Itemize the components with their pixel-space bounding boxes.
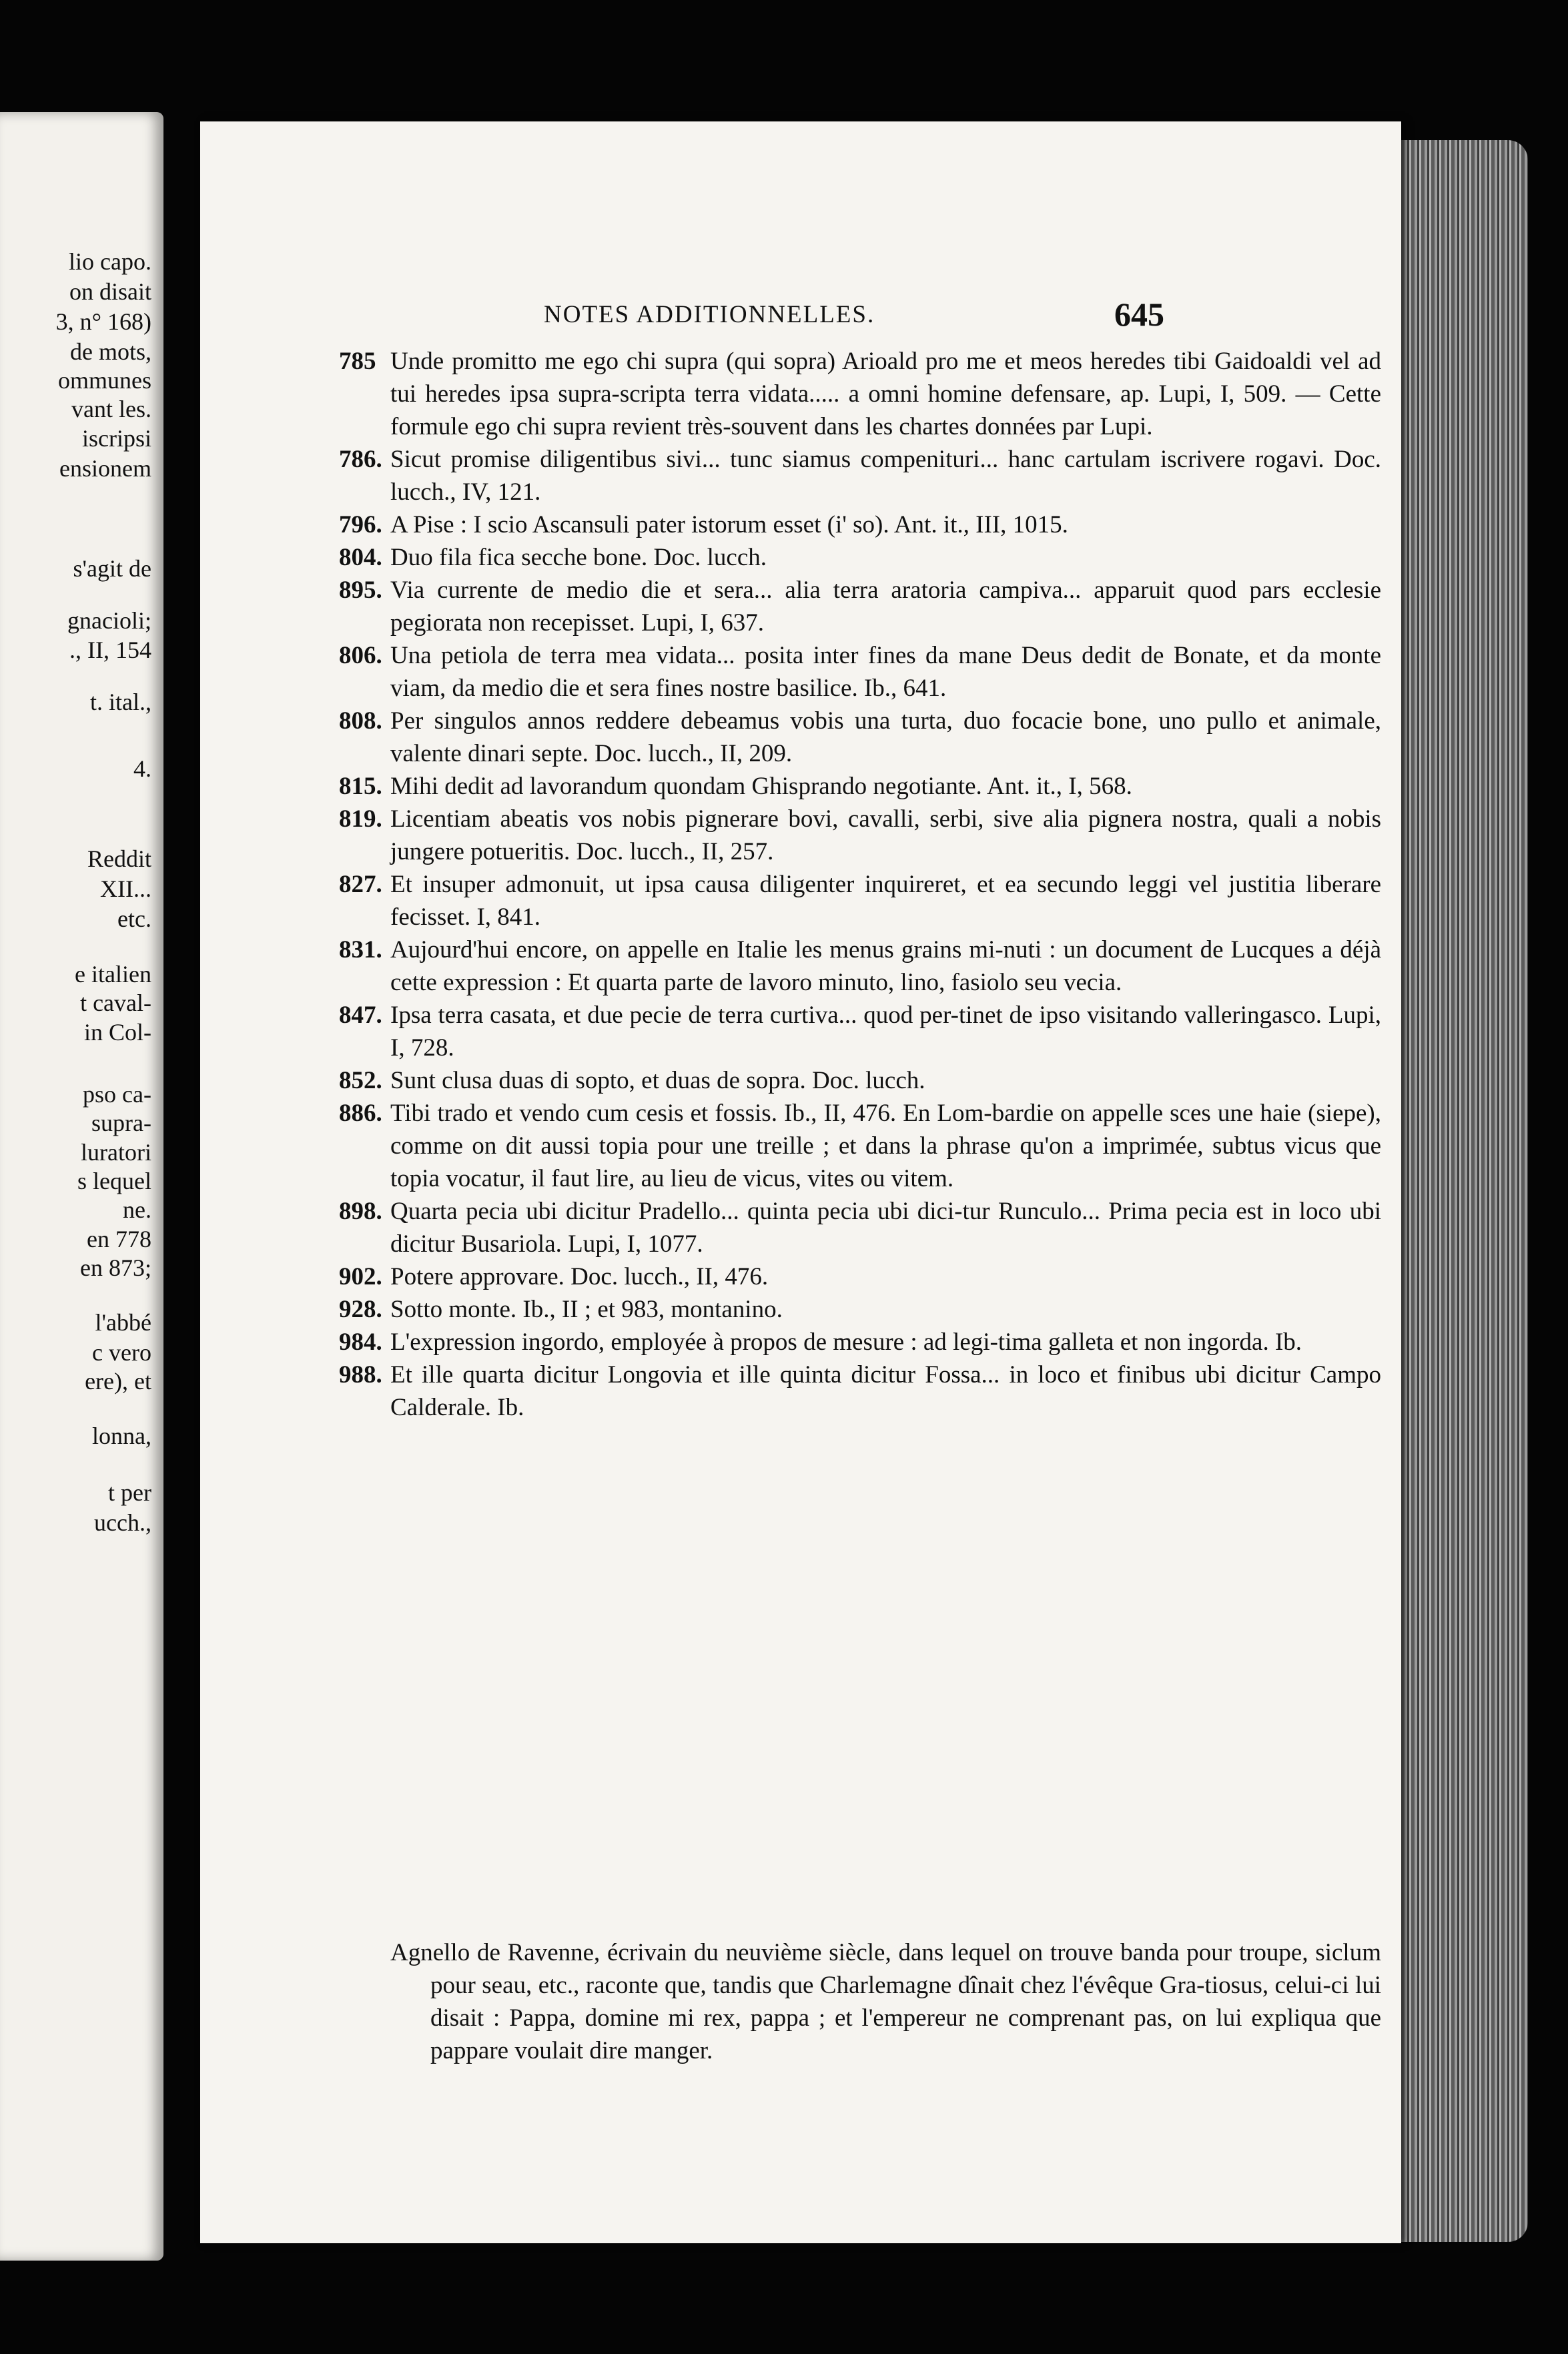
note-number: 852. [339,1067,382,1094]
left-page-fragment: t. ital., [90,689,151,715]
note-number: 847. [339,1002,382,1029]
note-text: Tibi trado et vendo cum cesis et fossis. Ib., II, 476. En Lom-bardie on appelle sces une haie (siepe), comme on dit aussi topia pour une treille ; et dans la phrase qu'on a imprimée, subtus vicus que topia vocatur, il faut lire, au lieu de vicus, vites ou vitem. [390,1100,1381,1192]
note-number: 786. [339,446,382,473]
left-page-fragment: l'abbé [95,1309,151,1336]
left-page-fragment: c vero [92,1339,151,1366]
left-page-fragment: t caval- [80,990,151,1016]
note-text: A Pise : I scio Ascansuli pater istorum esset (i' so). Ant. it., III, 1015. [390,511,1068,538]
note-entry [340,1293,1381,1326]
left-page-fragment: ucch., [94,1509,151,1536]
note-text: Ipsa terra casata, et due pecie de terra curtiva... quod per-tinet de ipso visitando valleringasco. Lupi, I, 728. [390,1002,1381,1062]
note-entry [340,1260,1381,1293]
note-number: 785 [339,348,376,375]
left-page-fragment: supra- [91,1110,151,1136]
left-page-fragment: vant les. [71,396,151,422]
note-text: Via currente de medio die et sera... alia terra aratoria campiva... apparuit quod pars ecclesie pegiorata non recepisset. Lupi, I, 637. [390,576,1381,637]
note-entry [340,1195,1381,1260]
note-text: Aujourd'hui encore, on appelle en Italie les menus grains mi-nuti : un document de Lucques a déjà cette expression : Et quarta parte de lavoro minuto, lino, fasiolo seu vecia. [390,936,1381,996]
note-number: 819. [339,805,382,833]
note-number: 898. [339,1198,382,1225]
note-text: Sunt clusa duas di sopto, et duas de sopra. Doc. lucch. [390,1067,925,1094]
note-number: 928. [339,1296,382,1323]
note-entry [340,803,1381,868]
note-number: 895. [339,576,382,604]
note-text: Et insuper admonuit, ut ipsa causa diligenter inquireret, et ea secundo leggi vel justitia liberare fecisset. I, 841. [390,871,1381,931]
left-page-fragment: etc. [117,905,151,932]
note-number: 988. [339,1361,382,1389]
page-number: 645 [1114,296,1164,333]
left-page-fragment: lonna, [92,1423,151,1449]
note-text: Unde promitto me ego chi supra (qui sopra) Arioald pro me et meos heredes tibi Gaidoaldi vel ad tui heredes ipsa supra-scripta terra vidata..... a omni homine defensare, ap. Lupi, I, 509. — Cette formule ego chi supra revient très-souvent dans les chartes données par Lupi. [390,348,1381,440]
page-edges [1391,140,1528,2242]
note-entry [340,1097,1381,1195]
left-page-fragment: ommunes [58,367,151,394]
left-page-fragment: in Col- [83,1019,151,1046]
note-text: Quarta pecia ubi dicitur Pradello... quinta pecia ubi dici-tur Runculo... Prima pecia est in loco ubi dicitur Busariola. Lupi, I, 1077. [390,1198,1381,1258]
left-page-fragment: ere), et [85,1368,151,1395]
note-text: Una petiola de terra mea vidata... posita inter fines da mane Deus dedit de Bonate, et da monte viam, da medio die et sera fines nostre basilice. Ib., 641. [390,642,1381,702]
left-page-fragment: ne. [123,1196,151,1223]
note-number: 796. [339,511,382,538]
left-page-fragment: luratori [81,1139,151,1166]
left-page-fragment: en 873; [80,1254,151,1281]
note-entry [340,639,1381,705]
left-page-fragment: de mots, [70,338,151,365]
left-page-fragment: 3, n° 168) [55,308,151,335]
note-number: 827. [339,871,382,898]
note-text: Per singulos annos reddere debeamus vobis una turta, duo focacie bone, uno pullo et animale, valente dinari septe. Doc. lucch., II, 209. [390,707,1381,767]
left-page-fragment: iscripsi [82,425,151,452]
left-page-fragment: pso ca- [83,1081,151,1108]
closing-paragraph-text: Agnello de Ravenne, écrivain du neuvième siècle, dans lequel on trouve banda pour troupe, siclum pour seau, etc., raconte que, tandis que Charlemagne dînait chez l'évêque Gra-tiosus, celui-ci lui disait : Pappa, domine mi rex, pappa ; et l'empereur ne comprenant pas, on lui expliqua que pappare voulait dire manger. [390,1939,1381,2064]
note-entry [340,933,1381,999]
note-number: 815. [339,773,382,800]
note-text: Sicut promise diligentibus sivi... tunc siamus compenituri... hanc cartulam iscrivere rogavi. Doc. lucch., IV, 121. [390,446,1381,506]
note-text: Duo fila fica secche bone. Doc. lucch. [390,544,767,571]
note-text: Potere approvare. Doc. lucch., II, 476. [390,1263,769,1290]
left-page-fragment: XII... [100,875,151,902]
left-page-fragment: ., II, 154 [69,637,151,663]
note-entry [340,541,1381,574]
note-entry [340,443,1381,508]
note-entry [340,508,1381,541]
note-text: Et ille quarta dicitur Longovia et ille quinta dicitur Fossa... in loco et finibus ubi dicitur Campo Calderale. Ib. [390,1361,1381,1421]
note-entry [340,345,1381,443]
note-number: 808. [339,707,382,735]
note-number: 886. [339,1100,382,1127]
note-number: 804. [339,544,382,571]
left-page-fragment: t per [108,1479,151,1506]
previous-page-sliver [0,112,163,2261]
note-entry [340,868,1381,933]
book-page [200,121,1401,2243]
note-number: 806. [339,642,382,669]
note-text: Sotto monte. Ib., II ; et 983, montanino. [390,1296,783,1323]
note-text: Licentiam abeatis vos nobis pignerare bovi, cavalli, serbi, sive alia pignera nostra, quali a nobis jungere potueritis. Doc. lucch., II, 257. [390,805,1381,865]
notes-list [340,345,1381,1424]
note-entry [340,1064,1381,1097]
left-page-fragment: lio capo. [69,248,151,275]
note-text: L'expression ingordo, employée à propos de mesure : ad legi-tima galleta et non ingorda. Ib. [390,1328,1302,1356]
closing-paragraph [390,1936,1381,2067]
note-entry [340,999,1381,1064]
left-page-fragment: en 778 [87,1226,151,1252]
note-entry [340,574,1381,639]
note-number: 902. [339,1263,382,1290]
left-page-fragment: ensionem [59,455,151,482]
left-page-fragment: on disait [69,278,151,305]
left-page-fragment: s lequel [77,1168,151,1194]
left-page-fragment: 4. [133,755,151,782]
running-title: NOTES ADDITIONNELLES. [544,301,875,328]
note-entry [340,705,1381,770]
left-page-fragment: gnacioli; [67,607,151,634]
left-page-fragment: s'agit de [73,555,151,582]
note-entry [340,770,1381,803]
note-number: 984. [339,1328,382,1356]
left-page-fragment: Reddit [87,845,151,872]
page-header [200,296,1401,340]
left-page-fragment: e italien [75,961,151,988]
note-entry [340,1358,1381,1424]
note-entry [340,1326,1381,1358]
note-text: Mihi dedit ad lavorandum quondam Ghisprando negotiante. Ant. it., I, 568. [390,773,1132,800]
note-number: 831. [339,936,382,963]
